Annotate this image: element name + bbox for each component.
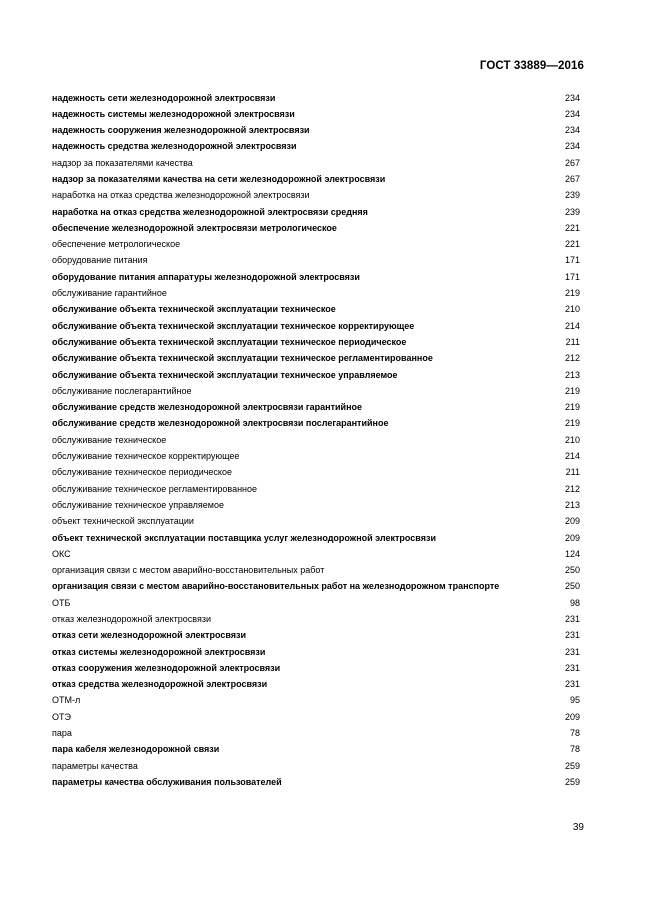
index-entry [52,237,580,253]
index-page-ref: 267 [564,173,580,184]
index-term: объект технической эксплуатации [52,516,194,527]
index-entry [52,774,580,790]
index-term: отказ сооружения железнодорожной электросвязи [52,662,281,673]
index-page-ref: 171 [564,271,580,282]
index-entry [52,106,580,122]
index-entry [52,579,580,595]
index-page-ref: 78 [569,744,580,755]
index-term: ОТЭ [52,711,71,722]
index-page-ref: 210 [564,304,580,315]
index-term: пара кабеля железнодорожной связи [52,744,220,755]
index-term: обслуживание техническое [52,434,167,445]
index-page-ref: 212 [564,483,580,494]
index-page-ref: 234 [564,141,580,152]
index-term: наработка на отказ средства железнодорожной электросвязи [52,190,310,201]
index-page-ref: 214 [564,451,580,462]
index-entry [52,530,580,546]
index-entry [52,416,580,432]
index-term: обеспечение железнодорожной электросвязи метрологическое [52,222,337,233]
index-entry [52,612,580,628]
index-page-ref: 210 [564,434,580,445]
index-entry [52,758,580,774]
index-page-ref: 234 [564,108,580,119]
index-entry [52,269,580,285]
index-page-ref: 209 [564,516,580,527]
index-page-ref: 259 [564,760,580,771]
index-page-ref: 231 [564,646,580,657]
index-entry [52,742,580,758]
index-term: организация связи с местом аварийно-восстановительных работ [52,565,325,576]
index-entry [52,188,580,204]
index-term: надежность системы железнодорожной электросвязи [52,108,295,119]
index-entry [52,383,580,399]
index-page-ref: 124 [564,548,580,559]
index-term: обслуживание гарантийное [52,288,167,299]
index-page-ref: 219 [564,418,580,429]
index-entry [52,709,580,725]
index-entry [52,351,580,367]
index-page-ref: 209 [564,532,580,543]
index-term: обслуживание техническое управляемое [52,499,225,510]
index-term: надзор за показателями качества [52,157,193,168]
index-entry [52,220,580,236]
index-term: обслуживание техническое периодическое [52,467,232,478]
index-term: параметры качества [52,760,138,771]
index-term: обслуживание техническое регламентированное [52,483,258,494]
alphabetical-index [52,90,580,791]
index-page-ref: 239 [564,206,580,217]
index-page-ref: 221 [564,239,580,250]
index-entry [52,400,580,416]
index-entry [52,318,580,334]
index-entry [52,334,580,350]
index-term: отказ сети железнодорожной электросвязи [52,630,247,641]
index-term: обслуживание техническое корректирующее [52,451,240,462]
index-term: обслуживание средств железнодорожной электросвязи послегарантийное [52,418,389,429]
index-term: оборудование питания аппаратуры железнодорожной электросвязи [52,271,360,282]
index-term: обслуживание объекта технической эксплуатации техническое управляемое [52,369,398,380]
index-term: надзор за показателями качества на сети железнодорожной электросвязи [52,173,386,184]
index-page-ref: 231 [564,679,580,690]
index-entry [52,514,580,530]
index-page-ref: 219 [564,402,580,413]
index-page-ref: 95 [569,695,580,706]
index-page-ref: 221 [564,222,580,233]
index-term: пара [52,728,72,739]
index-entry [52,139,580,155]
index-term: обслуживание объекта технической эксплуатации техническое периодическое [52,336,407,347]
index-page-ref: 214 [564,320,580,331]
index-term: наработка на отказ средства железнодорожной электросвязи средняя [52,206,368,217]
index-page-ref: 250 [564,565,580,576]
index-page-ref: 231 [564,630,580,641]
index-term: ОТБ [52,597,71,608]
index-entry [52,90,580,106]
index-entry [52,432,580,448]
index-entry [52,563,580,579]
page-number: 39 [572,822,584,833]
index-entry [52,449,580,465]
index-entry [52,497,580,513]
document-header: ГОСТ 33889—2016 [479,60,584,72]
index-page-ref: 211 [565,467,580,478]
index-page-ref: 209 [564,711,580,722]
index-entry [52,253,580,269]
index-entry [52,171,580,187]
index-page-ref: 250 [564,581,580,592]
index-page-ref: 219 [564,288,580,299]
index-page-ref: 211 [565,336,580,347]
index-term: надежность сети железнодорожной электросвязи [52,92,276,103]
index-page-ref: 231 [564,662,580,673]
index-entry [52,367,580,383]
index-entry [52,660,580,676]
index-term: параметры качества обслуживания пользователей [52,776,282,787]
index-entry [52,546,580,562]
index-term: оборудование питания [52,255,148,266]
index-term: обслуживание послегарантийное [52,385,192,396]
index-page-ref: 213 [564,369,580,380]
index-entry [52,628,580,644]
index-page-ref: 171 [564,255,580,266]
index-entry [52,155,580,171]
index-term: ОТМ-л [52,695,81,706]
index-term: надежность средства железнодорожной электросвязи [52,141,297,152]
index-entry [52,693,580,709]
index-page-ref: 231 [564,614,580,624]
index-term: организация связи с местом аварийно-восстановительных работ на железнодорожном транспорте [52,581,500,592]
index-page-ref: 234 [564,125,580,136]
index-term: ОКС [52,548,71,559]
index-term: обслуживание объекта технической эксплуатации техническое [52,304,336,315]
index-term: надежность сооружения железнодорожной электросвязи [52,125,310,136]
index-term: отказ системы железнодорожной электросвязи [52,646,266,657]
index-page-ref: 212 [564,353,580,364]
index-entry [52,286,580,302]
index-term: обслуживание средств железнодорожной электросвязи гарантийное [52,402,363,413]
index-page-ref: 259 [564,776,580,787]
index-entry [52,595,580,611]
index-page-ref: 98 [569,597,580,608]
index-page-ref: 78 [569,728,580,739]
index-entry [52,644,580,660]
index-page-ref: 219 [564,385,580,396]
index-term: обслуживание объекта технической эксплуатации техническое корректирующее [52,320,415,331]
index-entry [52,204,580,220]
index-entry [52,302,580,318]
index-term: обеспечение метрологическое [52,239,181,250]
index-term: объект технической эксплуатации поставщика услуг железнодорожной электросвязи [52,532,436,543]
index-page-ref: 213 [564,499,580,510]
index-entry [52,677,580,693]
index-page-ref: 239 [564,190,580,201]
index-term: обслуживание объекта технической эксплуатации техническое регламентированное [52,353,433,364]
index-term: отказ средства железнодорожной электросвязи [52,679,268,690]
index-entry [52,726,580,742]
index-page-ref: 234 [564,92,580,103]
index-entry [52,481,580,497]
index-entry [52,123,580,139]
index-term: отказ железнодорожной электросвязи [52,614,212,624]
index-page-ref: 267 [564,157,580,168]
index-entry [52,465,580,481]
